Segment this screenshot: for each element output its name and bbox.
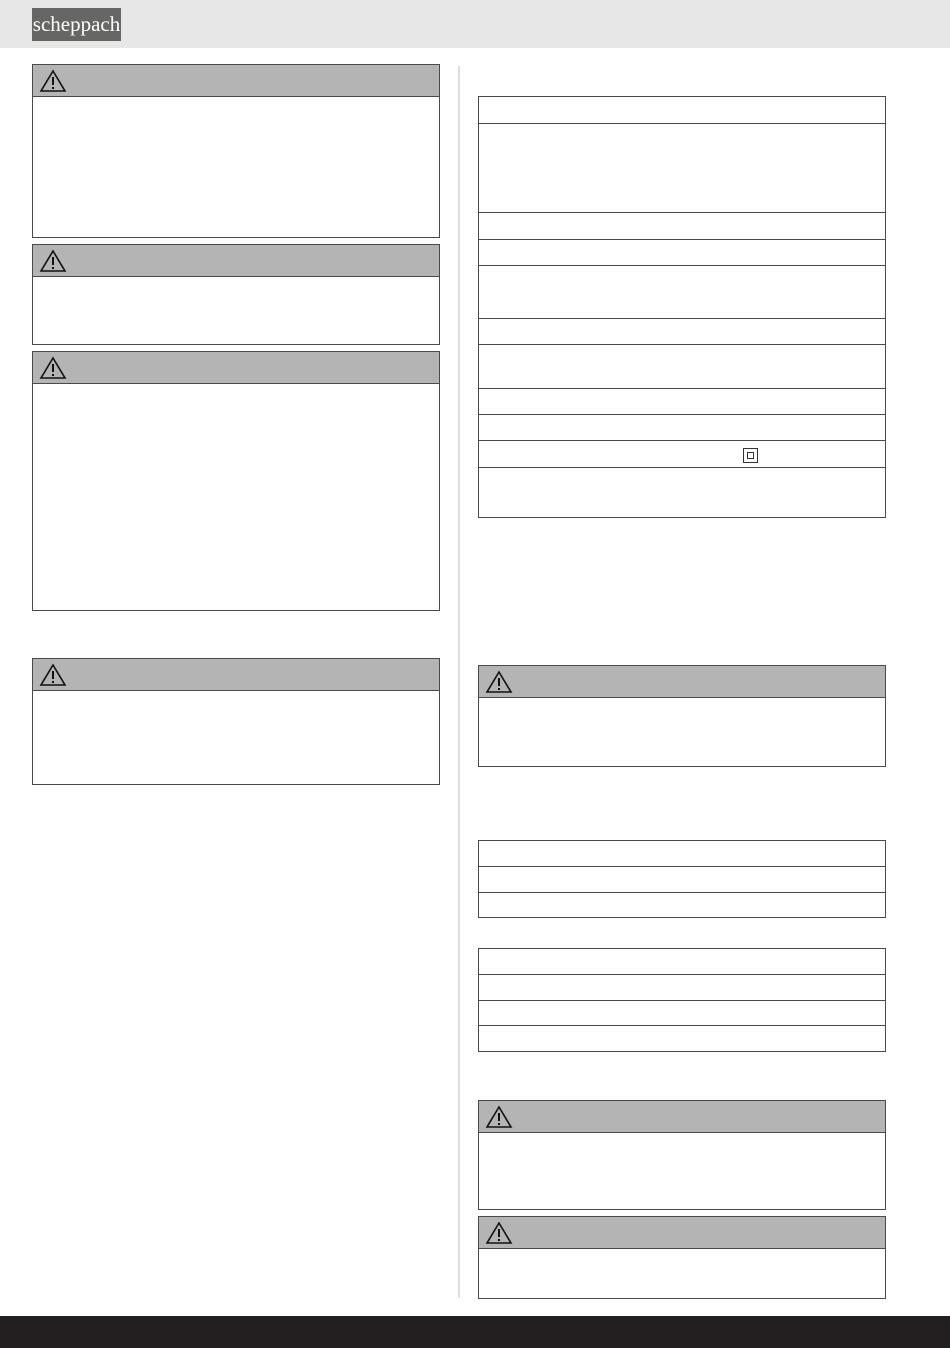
warning-box-header	[33, 659, 439, 691]
warning-triangle-icon	[39, 249, 67, 273]
table-row	[479, 345, 885, 389]
table-row	[479, 266, 885, 319]
table-row	[479, 415, 885, 441]
warning-box	[32, 351, 440, 611]
warning-triangle-icon	[39, 69, 67, 93]
warning-triangle-icon	[485, 670, 513, 694]
brand-logo: scheppach	[32, 8, 121, 41]
table-row	[479, 1001, 885, 1026]
table-row	[479, 213, 885, 240]
column-divider	[458, 66, 460, 1298]
spec-table	[478, 948, 886, 1052]
table-row	[479, 240, 885, 266]
warning-box	[32, 658, 440, 785]
table-row	[479, 893, 885, 917]
warning-triangle-icon	[39, 356, 67, 380]
table-row	[479, 389, 885, 415]
warning-triangle-icon	[485, 1221, 513, 1245]
spec-table	[478, 840, 886, 918]
table-row	[479, 975, 885, 1001]
footer-band	[0, 1316, 950, 1348]
warning-box-header	[33, 245, 439, 277]
table-row	[479, 441, 885, 468]
warning-box-header	[33, 352, 439, 384]
table-row	[479, 124, 885, 213]
warning-box-header	[479, 666, 885, 698]
spec-table	[478, 96, 886, 518]
table-row	[479, 1026, 885, 1051]
warning-triangle-icon	[485, 1105, 513, 1129]
table-row	[479, 867, 885, 893]
table-row	[479, 949, 885, 975]
warning-box	[478, 1100, 886, 1210]
warning-box	[32, 64, 440, 238]
table-row	[479, 97, 885, 124]
table-row	[479, 319, 885, 345]
table-row	[479, 841, 885, 867]
table-row	[479, 468, 885, 494]
header-band	[0, 0, 950, 48]
warning-box-header	[33, 65, 439, 97]
warning-box	[32, 244, 440, 345]
warning-box	[478, 665, 886, 767]
warning-triangle-icon	[39, 663, 67, 687]
double-square-icon	[743, 448, 758, 463]
warning-box	[478, 1216, 886, 1299]
warning-box-header	[479, 1101, 885, 1133]
warning-box-header	[479, 1217, 885, 1249]
